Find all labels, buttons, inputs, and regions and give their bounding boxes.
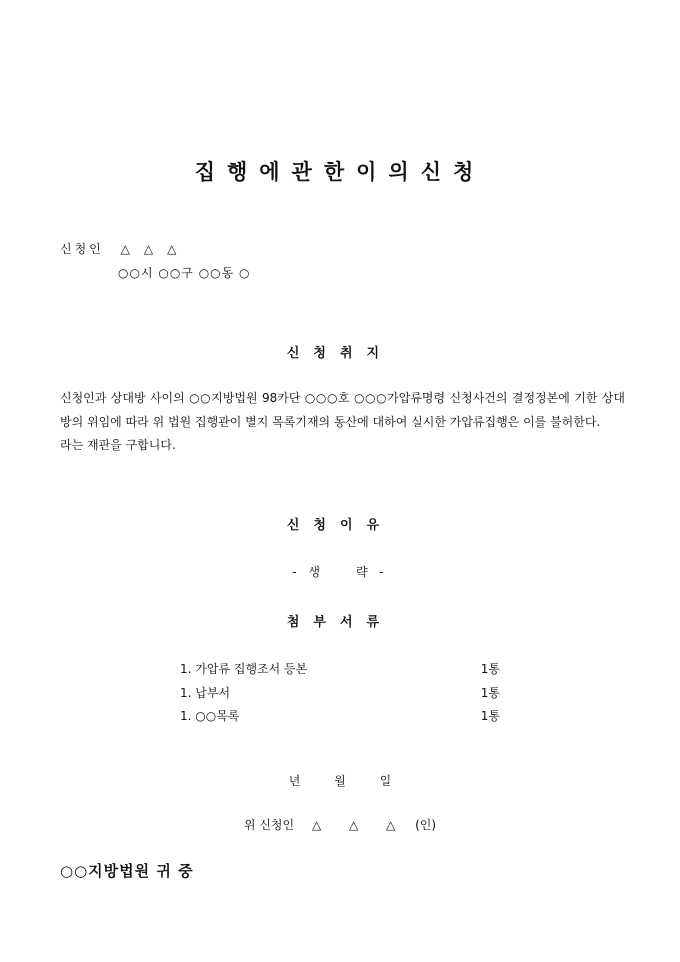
attachment-item xyxy=(180,682,500,706)
document-title: 집행에관한이의신청 xyxy=(194,159,486,184)
purpose-heading: 신청취지 xyxy=(286,346,394,361)
court-addressee: ○○지방법원 귀 중 xyxy=(60,862,194,880)
applicant-name: △△△ xyxy=(120,242,191,256)
omitted-right: 략 - xyxy=(356,565,388,579)
purpose-paragraph: 신청인과 상대방 사이의 ○○지방법원 98카단 ○○○호 ○○○가압류명령 신청사건의 결정정본에 기한 상대방의 위임에 따라 위 법원 집행관이 별지 목록기재의 동산에 대하여 실시한 가압류집행은 이를 불허한다. xyxy=(60,391,625,429)
signer-name: △ △ △ xyxy=(311,818,398,832)
attachment-item xyxy=(180,705,500,729)
attachment-list xyxy=(180,658,500,729)
seal-mark: (인) xyxy=(415,818,437,832)
omitted-left: - 생 xyxy=(292,565,324,579)
attachment-count: 1통 xyxy=(480,662,500,676)
signer-prefix: 위 신청인 xyxy=(243,818,295,832)
attachments-heading: 첨부서류 xyxy=(286,615,394,630)
attachment-label: 1. 가압류 집행조서 등본 xyxy=(180,662,308,676)
reason-omitted xyxy=(0,563,680,580)
applicant-address: ○○시 ○○구 ○○동 ○ xyxy=(118,266,251,280)
attachment-label: 1. 납부서 xyxy=(180,685,231,700)
applicant-line xyxy=(60,240,190,257)
attachment-label: 1. ○○목록 xyxy=(180,709,240,723)
reason-heading: 신청이유 xyxy=(286,518,394,533)
signer-line xyxy=(0,816,680,833)
date-line: 년 월 일 xyxy=(288,774,392,788)
attachment-count: 1통 xyxy=(480,709,500,723)
attachment-item xyxy=(180,658,500,682)
purpose-body xyxy=(60,387,625,458)
attachment-count: 1통 xyxy=(480,685,500,700)
purpose-closing: 라는 재판을 구합니다. xyxy=(60,438,176,452)
applicant-label: 신청인 xyxy=(60,242,104,256)
